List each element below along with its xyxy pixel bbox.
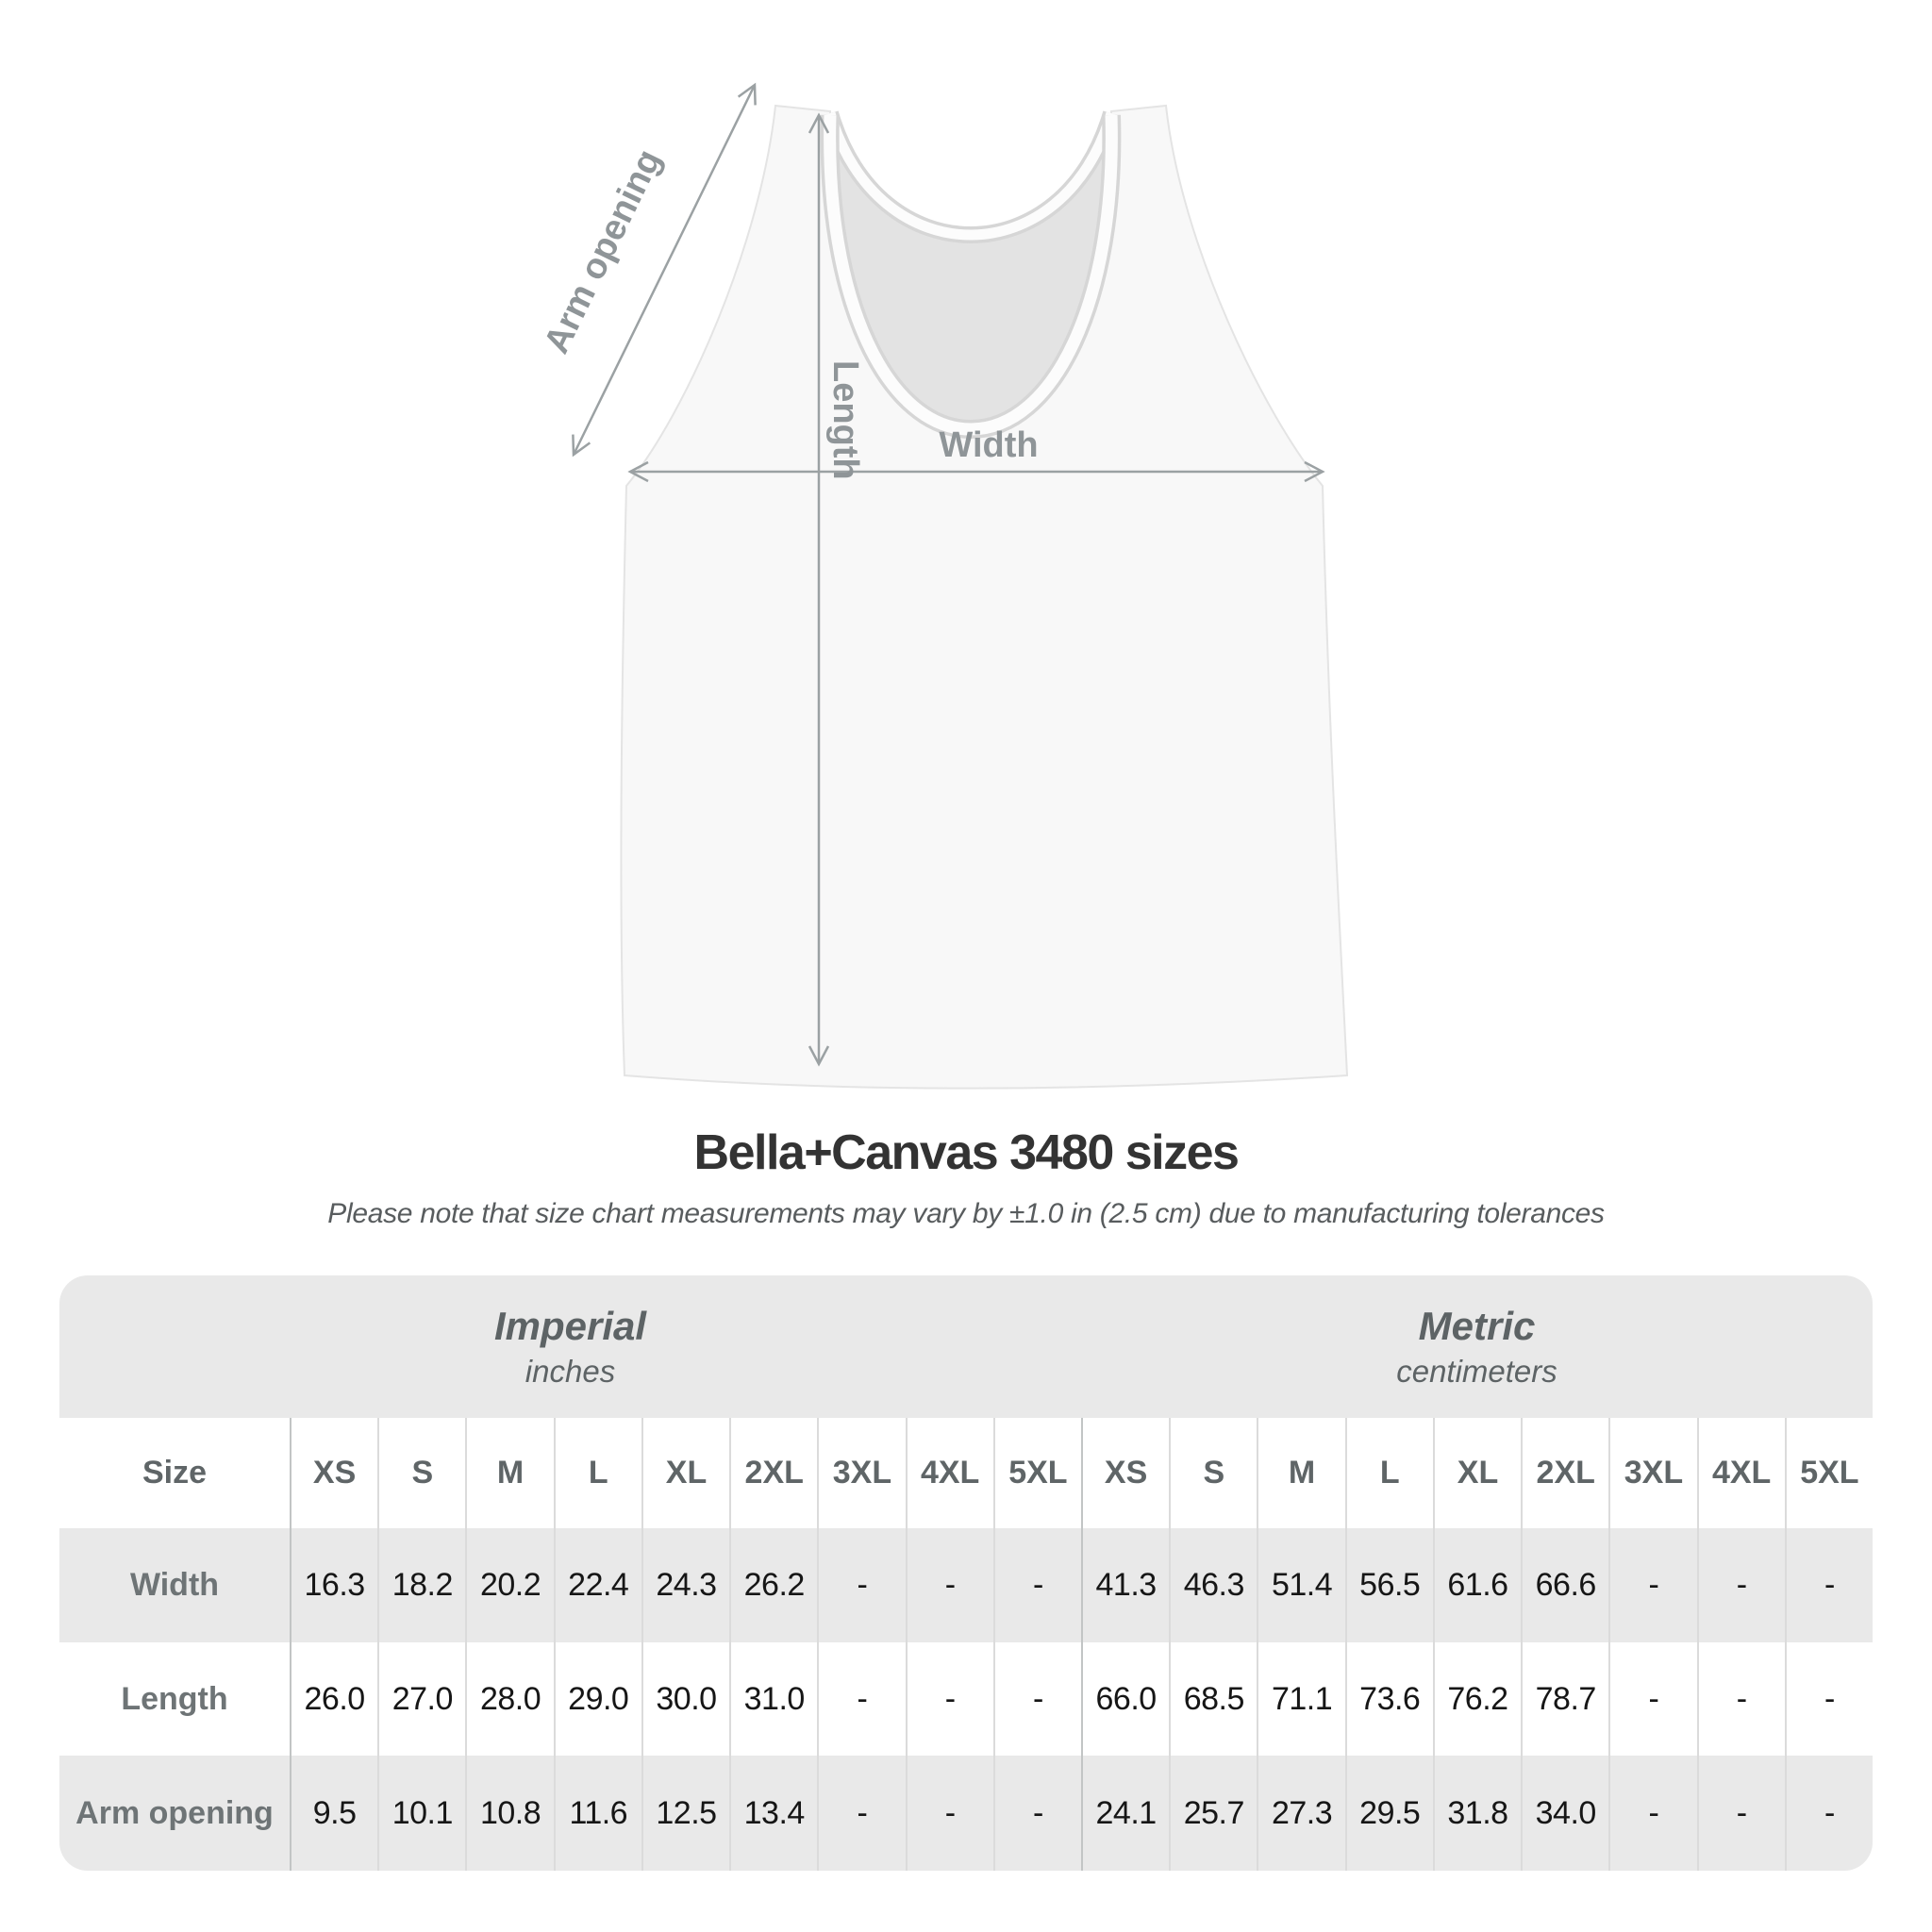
table-cell: - (1785, 1528, 1873, 1642)
table-cell: 24.3 (641, 1528, 729, 1642)
table-cell: 31.0 (729, 1642, 817, 1756)
column-header: XS (1081, 1418, 1169, 1528)
column-header: 2XL (729, 1418, 817, 1528)
table-cell: 41.3 (1081, 1528, 1169, 1642)
column-header: M (1257, 1418, 1344, 1528)
table-cell: 46.3 (1169, 1528, 1257, 1642)
table-cell: - (1608, 1528, 1696, 1642)
unit-group-label: Imperial (493, 1304, 647, 1348)
table-cell: 26.0 (290, 1642, 377, 1756)
table-cell: 68.5 (1169, 1642, 1257, 1756)
page-title: Bella+Canvas 3480 sizes (693, 1125, 1239, 1180)
table-cell: 22.4 (554, 1528, 641, 1642)
row-label: Width (129, 1567, 220, 1603)
table-cell: - (817, 1642, 905, 1756)
table-cell: 13.4 (729, 1756, 817, 1871)
arm-opening-arrow-label: Arm opening (536, 143, 670, 360)
table-cell: - (906, 1756, 993, 1871)
page-subtitle: Please note that size chart measurements may vary by ±1.0 in (2.5 cm) due to manufacturing tolerances (327, 1198, 1605, 1229)
table-cell: 12.5 (641, 1756, 729, 1871)
table-cell: 9.5 (290, 1756, 377, 1871)
table-cell: 25.7 (1169, 1756, 1257, 1871)
table-cell: 20.2 (465, 1528, 553, 1642)
column-header: L (554, 1418, 641, 1528)
table-cell: 71.1 (1257, 1642, 1344, 1756)
table-cell: 66.6 (1521, 1528, 1608, 1642)
column-header: XL (641, 1418, 729, 1528)
table-cell: 26.2 (729, 1528, 817, 1642)
table-cell: 56.5 (1345, 1528, 1433, 1642)
table-cell: 51.4 (1257, 1528, 1344, 1642)
width-arrow-label: Width (939, 425, 1039, 465)
size-table (59, 1275, 1873, 1871)
table-cell: - (1697, 1528, 1785, 1642)
table-cell: - (1785, 1642, 1873, 1756)
size-header-row (59, 1418, 1873, 1528)
table-cell: 78.7 (1521, 1642, 1608, 1756)
table-cell: 24.1 (1081, 1756, 1169, 1871)
unit-band (59, 1275, 1873, 1418)
table-cell: - (1697, 1756, 1785, 1871)
table-cell: - (993, 1528, 1081, 1642)
unit-group-metric (1081, 1275, 1873, 1418)
table-cell: 76.2 (1433, 1642, 1521, 1756)
table-cell: 11.6 (554, 1756, 641, 1871)
column-header: XL (1433, 1418, 1521, 1528)
column-header: 2XL (1521, 1418, 1608, 1528)
table-cell: - (817, 1528, 905, 1642)
column-header: M (465, 1418, 553, 1528)
table-cell: 66.0 (1081, 1642, 1169, 1756)
table-cell: 31.8 (1433, 1756, 1521, 1871)
table-cell: - (1785, 1756, 1873, 1871)
table-row-length (59, 1642, 1873, 1756)
table-cell: 27.3 (1257, 1756, 1344, 1871)
column-header: 4XL (1697, 1418, 1785, 1528)
column-header: 4XL (906, 1418, 993, 1528)
table-cell: 73.6 (1345, 1642, 1433, 1756)
row-label: Arm opening (75, 1794, 274, 1831)
size-column-header: Size (142, 1455, 208, 1491)
column-header: XS (290, 1418, 377, 1528)
table-cell: 18.2 (377, 1528, 465, 1642)
table-cell: - (993, 1642, 1081, 1756)
table-cell: 27.0 (377, 1642, 465, 1756)
table-cell: - (1608, 1756, 1696, 1871)
table-row-arm-opening (59, 1756, 1873, 1871)
table-cell: 30.0 (641, 1642, 729, 1756)
column-header: S (377, 1418, 465, 1528)
table-cell: 29.0 (554, 1642, 641, 1756)
unit-group-label: Metric (1418, 1304, 1536, 1348)
row-label: Length (121, 1680, 228, 1717)
table-cell: 16.3 (290, 1528, 377, 1642)
column-header: 5XL (1785, 1418, 1873, 1528)
column-header: L (1345, 1418, 1433, 1528)
table-cell: 61.6 (1433, 1528, 1521, 1642)
table-cell: - (906, 1642, 993, 1756)
table-cell: - (817, 1756, 905, 1871)
unit-group-sublabel: inches (525, 1354, 616, 1389)
table-cell: - (1608, 1642, 1696, 1756)
column-header: 5XL (993, 1418, 1081, 1528)
length-arrow-label: Length (825, 360, 865, 480)
table-cell: 10.1 (377, 1756, 465, 1871)
table-row-width (59, 1528, 1873, 1642)
table-cell: 10.8 (465, 1756, 553, 1871)
unit-group-imperial (59, 1275, 1081, 1418)
table-cell: - (1697, 1642, 1785, 1756)
table-cell: - (906, 1528, 993, 1642)
column-header: S (1169, 1418, 1257, 1528)
column-header: 3XL (817, 1418, 905, 1528)
table-cell: 34.0 (1521, 1756, 1608, 1871)
table-cell: 28.0 (465, 1642, 553, 1756)
table-cell: 29.5 (1345, 1756, 1433, 1871)
unit-group-sublabel: centimeters (1396, 1354, 1557, 1389)
table-cell: - (993, 1756, 1081, 1871)
column-header: 3XL (1608, 1418, 1696, 1528)
